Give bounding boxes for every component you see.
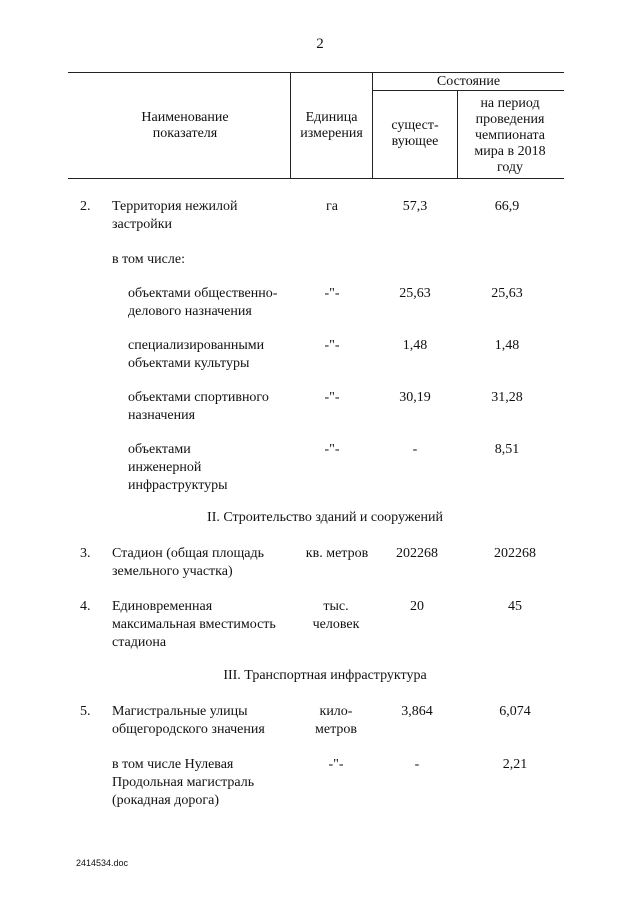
- row-name: Стадион (общая площадь земельного участка): [112, 546, 264, 579]
- row-unit: -"-: [324, 442, 340, 457]
- row-champ: 1,48: [494, 338, 520, 353]
- header-state: Состояние: [436, 74, 501, 89]
- row-existing: -: [412, 442, 418, 457]
- header-championship: на период проведения чемпионата мира в 2018 году: [474, 96, 546, 175]
- row-champ: 2,21: [502, 757, 528, 772]
- row-existing: 1,48: [402, 338, 428, 353]
- section-heading: III. Транспортная инфраструктура: [223, 668, 427, 683]
- page-number: 2: [316, 36, 324, 52]
- row-existing: 202268: [396, 546, 438, 561]
- state-under-rule: [372, 90, 564, 91]
- row-name: в том числе Нулевая Продольная магистраль (рокадная дорога): [112, 757, 255, 808]
- row-champ: 31,28: [491, 390, 523, 405]
- row-champ: 66,9: [494, 199, 520, 214]
- row-existing: 57,3: [402, 199, 428, 214]
- row-existing: 25,63: [399, 286, 431, 301]
- row-champ: 25,63: [491, 286, 523, 301]
- row-unit: -"-: [324, 338, 340, 353]
- row-champ: 45: [508, 599, 522, 614]
- header-name: Наименование показателя: [141, 110, 229, 141]
- row-name: Магистральные улицы общегородского значения: [112, 704, 265, 737]
- row-subheading: в том числе:: [112, 252, 185, 267]
- row-unit: тыс. человек: [312, 599, 360, 632]
- header-divider-3: [457, 90, 458, 179]
- header-bottom-rule: [68, 178, 564, 179]
- row-name: объектами общественно-делового назначения: [128, 286, 278, 319]
- section-heading: II. Строительство зданий и сооружений: [207, 510, 443, 525]
- row-unit: кило-метров: [315, 704, 357, 737]
- row-unit: -"-: [328, 757, 344, 772]
- row-number: 3.: [80, 546, 91, 561]
- row-existing: 3,864: [401, 704, 433, 719]
- row-existing: 20: [410, 599, 424, 614]
- row-name: Территория нежилой застройки: [112, 199, 238, 232]
- row-name: объектами инженерной инфраструктуры: [128, 442, 228, 493]
- row-existing: -: [414, 757, 420, 772]
- row-champ: 8,51: [494, 442, 520, 457]
- row-name: объектами спортивного назначения: [128, 390, 269, 423]
- row-unit: -"-: [324, 390, 340, 405]
- header-existing: сущест-вующее: [391, 118, 439, 149]
- file-name: 2414534.doc: [76, 858, 129, 868]
- row-existing: 30,19: [399, 390, 431, 405]
- row-unit: -"-: [324, 286, 340, 301]
- header-top-rule: [68, 72, 564, 73]
- row-champ: 6,074: [499, 704, 531, 719]
- row-name: специализированными объектами культуры: [128, 338, 265, 371]
- row-number: 5.: [80, 704, 91, 719]
- row-number: 4.: [80, 599, 91, 614]
- row-champ: 202268: [494, 546, 536, 561]
- row-number: 2.: [80, 199, 91, 214]
- row-unit: га: [326, 199, 338, 214]
- header-unit: Единица измерения: [300, 110, 363, 141]
- row-unit: кв. метров: [305, 546, 369, 561]
- row-name: Единовременная максимальная вместимость стадиона: [112, 599, 276, 650]
